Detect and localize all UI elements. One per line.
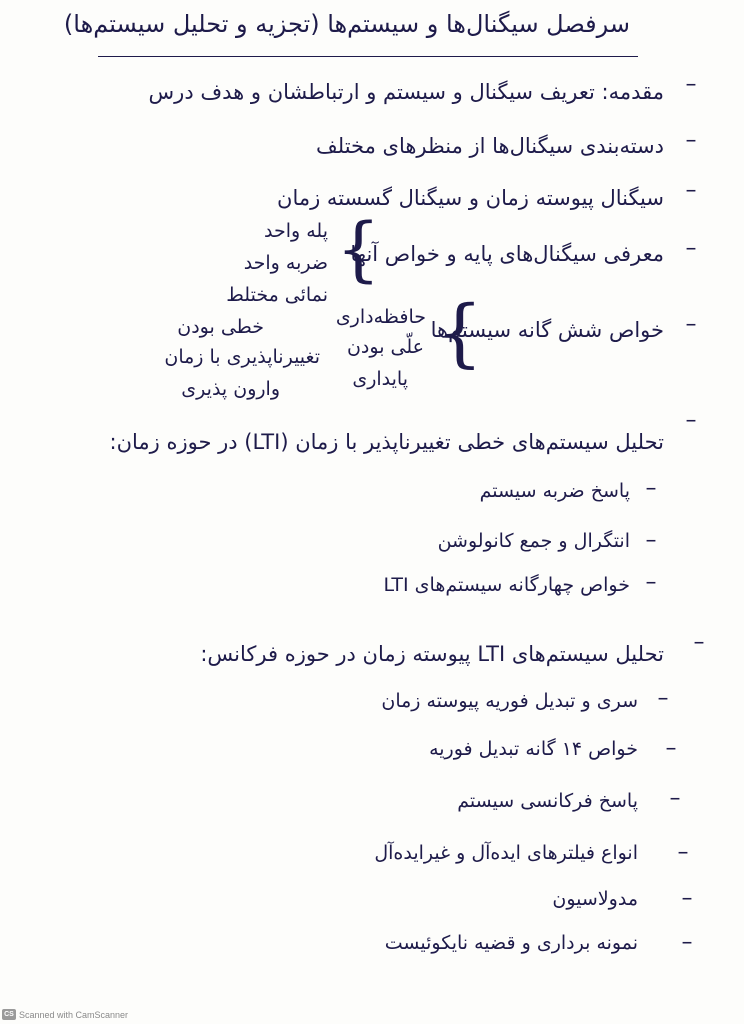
lti-time-item: پاسخ ضربه سیستم	[479, 480, 630, 502]
section-classification: دسته‌بندی سیگنال‌ها از منظرهای مختلف	[316, 134, 664, 158]
lti-time-item: انتگرال و جمع کانولوشن	[437, 530, 630, 552]
section-basic-signals: معرفی سیگنال‌های پایه و خواص آنها	[350, 242, 664, 266]
bullet-lti-freq-item: –	[681, 886, 693, 911]
camscanner-icon: CS	[2, 1009, 16, 1020]
bullet-system-properties: –	[685, 312, 697, 337]
lti-freq-item: خواص ۱۴ گانه تبدیل فوریه	[429, 738, 638, 760]
system-property-item: تغییرناپذیری با زمان	[164, 346, 320, 368]
scanner-text: Scanned with CamScanner	[19, 1009, 129, 1020]
lti-freq-item: انواع فیلترهای ایده‌آل و غیرایده‌آل	[374, 842, 638, 864]
title-underline	[98, 56, 638, 57]
section-lti-freq-heading: تحلیل سیستم‌های LTI پیوسته زمان در حوزه فرکانس:	[200, 642, 664, 666]
section-intro: مقدمه: تعریف سیگنال و سیستم و ارتباطشان و هدف درس	[148, 80, 664, 104]
bullet-continuous-discrete: –	[685, 178, 697, 203]
section-lti-time-heading: تحلیل سیستم‌های خطی تغییرناپذیر با زمان (LTI) در حوزه زمان:	[109, 430, 664, 454]
lti-freq-item: مدولاسیون	[552, 888, 638, 910]
lti-time-item: خواص چهارگانه سیستم‌های LTI	[383, 574, 630, 596]
bullet-lti-time: –	[685, 408, 697, 433]
bullet-lti-freq-item: –	[665, 736, 677, 761]
bullet-intro: –	[685, 72, 697, 97]
system-property-item: پایداری	[352, 368, 408, 390]
section-continuous-discrete: سیگنال پیوسته زمان و سیگنال گسسته زمان	[277, 186, 664, 210]
system-property-item: وارون پذیری	[181, 378, 280, 400]
bullet-lti-time-item: –	[645, 476, 657, 501]
scanner-watermark	[2, 1009, 128, 1020]
bullet-lti-freq-item: –	[657, 686, 669, 711]
basic-signal-item: نمائی مختلط	[226, 284, 328, 306]
basic-signal-item: ضربه واحد	[243, 252, 328, 274]
bullet-basic-signals: –	[685, 236, 697, 261]
lti-freq-item: نمونه برداری و قضیه نایکوئیست	[384, 932, 638, 954]
section-system-properties: خواص شش گانه سیستم‌ها	[430, 318, 664, 342]
bullet-classification: –	[685, 128, 697, 153]
bullet-lti-freq-item: –	[677, 840, 689, 865]
bullet-lti-freq-item: –	[669, 786, 681, 811]
system-property-item: خطی بودن	[177, 316, 264, 338]
curly-brace-basic-signals: {	[336, 208, 381, 290]
basic-signal-item: پله واحد	[264, 220, 328, 242]
system-property-item: علّی بودن	[346, 336, 424, 358]
bullet-lti-freq: –	[693, 630, 705, 655]
bullet-lti-time-item: –	[645, 528, 657, 553]
lti-freq-item: پاسخ فرکانسی سیستم	[457, 790, 638, 812]
system-property-item: حافظه‌داری	[335, 306, 426, 328]
page-title: سرفصل سیگنال‌ها و سیستم‌ها (تجزیه و تحلیل سیستم‌ها)	[63, 10, 630, 38]
curly-brace-system-properties: {	[436, 290, 484, 376]
bullet-lti-time-item: –	[645, 570, 657, 595]
bullet-lti-freq-item: –	[681, 930, 693, 955]
lti-freq-item: سری و تبدیل فوریه پیوسته زمان	[381, 690, 638, 712]
